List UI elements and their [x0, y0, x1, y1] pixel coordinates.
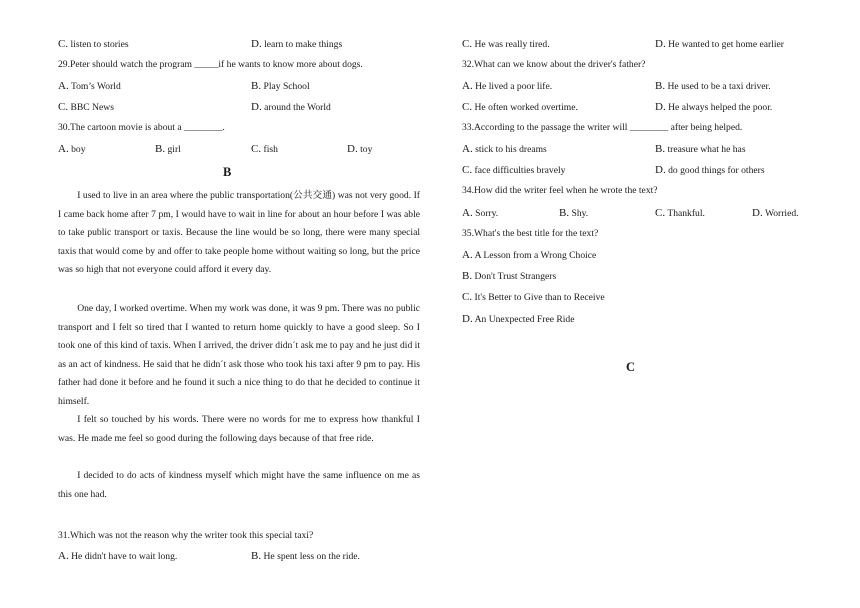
- q31-stem: 31.Which was not the reason why the writer took this special taxi?: [58, 530, 314, 541]
- option-letter: B.: [251, 550, 262, 562]
- q30-option-d-text: toy: [360, 144, 373, 155]
- q30-stem: 30.The cartoon movie is about a ________.: [58, 122, 225, 133]
- q29-option-d: [251, 101, 331, 114]
- option-letter: D.: [251, 38, 262, 50]
- q29-stem: 29.Peter should watch the program _____if he wants to know more about dogs.: [58, 59, 363, 70]
- option-letter: B.: [559, 207, 570, 219]
- option-letter: B.: [655, 143, 666, 155]
- section-c-heading: C: [626, 360, 636, 374]
- q34-option-a: [462, 207, 498, 220]
- q31-option-a: [58, 550, 177, 563]
- option-letter: D.: [655, 101, 666, 113]
- q33-option-b-text: treasure what he has: [667, 144, 746, 155]
- q32-option-c: [462, 101, 578, 114]
- q28-option-c: [58, 38, 129, 51]
- q35-option-d: [462, 313, 574, 326]
- q30-option-d: [347, 143, 372, 156]
- option-letter: C.: [58, 38, 69, 50]
- q29-option-d-text: around the World: [264, 102, 331, 113]
- passage-paragraph-2: One day, I worked overtime. When my work was done, it was 9 pm. There was no public transport and I felt so tired that I wanted to return home quickly to have a good sleep. So I took one of this kind of taxis. When I arrived, the driver didn´t ask me to pay and he just did it as an act of kindness. He said that he didn´t ask those who took his taxi after 9 pm to pay. His father had done it before and he found it such a nice thing to do that he decided to continue it himself.: [58, 303, 420, 407]
- q34-option-a-text: Sorry.: [475, 208, 499, 219]
- q29-option-a-text: Tom’s World: [70, 81, 121, 92]
- q31-option-b: [251, 550, 360, 563]
- q34-stem: 34.How did the writer feel when he wrote the text?: [462, 185, 658, 196]
- q33-option-d-text: do good things for others: [668, 165, 765, 176]
- q30-option-a-text: boy: [71, 144, 86, 155]
- q34-option-d: [752, 207, 799, 220]
- option-letter: C.: [462, 101, 473, 113]
- option-letter: D.: [752, 207, 763, 219]
- q33-option-a-text: stick to his dreams: [475, 144, 547, 155]
- q29-option-b-text: Play School: [263, 81, 310, 92]
- q31-option-c-text: He was really tired.: [474, 39, 550, 50]
- q32-option-c-text: He often worked overtime.: [474, 102, 578, 113]
- q29-option-c: [58, 101, 114, 114]
- option-letter: B.: [462, 270, 473, 282]
- q35-option-a-text: A Lesson from a Wrong Choice: [474, 250, 597, 261]
- q35-option-d-text: An Unexpected Free Ride: [474, 314, 575, 325]
- option-letter: A.: [462, 249, 473, 261]
- option-letter: A.: [58, 80, 69, 92]
- q30-option-a: [58, 143, 86, 156]
- q33-option-c: [462, 164, 565, 177]
- q32-option-b: [655, 80, 771, 93]
- q32-option-b-text: He used to be a taxi driver.: [667, 81, 771, 92]
- passage-paragraph-1: I used to live in an area where the public transportation(公共交通) was not very good. If I came back home after 7 pm, I would have to wait in line for about an hour before I was able to take public transport or taxis. Because the line would be so long, there were many special taxis that would come by and offer to take people home without waiting so long, but the price was so high that not everyone could afford it every day.: [58, 190, 420, 276]
- option-letter: C.: [251, 143, 262, 155]
- q33-option-d: [655, 164, 765, 177]
- q35-option-c: [462, 291, 605, 304]
- passage-paragraph-3: I felt so touched by his words. There were no words for me to express how thankful I was. He made me feel so good during the following days because of that free ride.: [58, 414, 420, 444]
- q35-stem: 35.What's the best title for the text?: [462, 228, 599, 239]
- option-letter: C.: [655, 207, 666, 219]
- q28-option-d: [251, 38, 342, 51]
- q31-option-b-text: He spent less on the ride.: [263, 551, 360, 562]
- q34-option-b-text: Shy.: [571, 208, 589, 219]
- option-letter: C.: [462, 38, 473, 50]
- q32-option-a-text: He lived a poor life.: [475, 81, 553, 92]
- q35-option-b: [462, 270, 556, 283]
- option-letter: C.: [462, 164, 473, 176]
- section-b-heading: B: [223, 165, 232, 179]
- option-letter: D.: [251, 101, 262, 113]
- option-letter: B.: [251, 80, 262, 92]
- q35-option-b-text: Don't Trust Strangers: [474, 271, 557, 282]
- q32-option-d-text: He always helped the poor.: [668, 102, 773, 113]
- option-letter: A.: [58, 550, 69, 562]
- q34-option-b: [559, 207, 588, 220]
- q30-option-b-text: girl: [167, 144, 181, 155]
- q29-option-c-text: BBC News: [70, 102, 114, 113]
- option-letter: A.: [462, 143, 473, 155]
- q30-option-c: [251, 143, 278, 156]
- q30-option-b: [155, 143, 181, 156]
- q34-option-c-text: Thankful.: [667, 208, 705, 219]
- option-letter: D.: [347, 143, 358, 155]
- q32-option-d: [655, 101, 772, 114]
- option-letter: C.: [462, 291, 473, 303]
- q29-option-b: [251, 80, 310, 93]
- q30-option-c-text: fish: [263, 144, 278, 155]
- q32-stem: 32.What can we know about the driver's father?: [462, 59, 646, 70]
- q35-option-a: [462, 249, 596, 262]
- option-letter: C.: [58, 101, 69, 113]
- q35-option-c-text: It's Better to Give than to Receive: [474, 292, 605, 303]
- option-letter: D.: [462, 313, 473, 325]
- q31-option-a-text: He didn't have to wait long.: [71, 551, 178, 562]
- q29-option-a: [58, 80, 121, 93]
- q34-option-d-text: Worried.: [764, 208, 799, 219]
- q34-option-c: [655, 207, 705, 220]
- q33-option-c-text: face difficulties bravely: [474, 165, 566, 176]
- q28-option-d-text: learn to make things: [264, 39, 343, 50]
- q33-option-b: [655, 143, 746, 156]
- option-letter: A.: [462, 80, 473, 92]
- option-letter: D.: [655, 38, 666, 50]
- option-letter: A.: [462, 207, 473, 219]
- option-letter: B.: [155, 143, 166, 155]
- q32-option-a: [462, 80, 552, 93]
- q31-option-c: [462, 38, 550, 51]
- option-letter: B.: [655, 80, 666, 92]
- q28-option-c-text: listen to stories: [70, 39, 129, 50]
- q31-option-d-text: He wanted to get home earlier: [668, 39, 784, 50]
- q33-stem: 33.According to the passage the writer will ________ after being helped.: [462, 122, 743, 133]
- option-letter: D.: [655, 164, 666, 176]
- q31-option-d: [655, 38, 784, 51]
- q33-option-a: [462, 143, 547, 156]
- passage-paragraph-4: I decided to do acts of kindness myself which might have the same influence on me as this one had.: [58, 470, 420, 500]
- option-letter: A.: [58, 143, 69, 155]
